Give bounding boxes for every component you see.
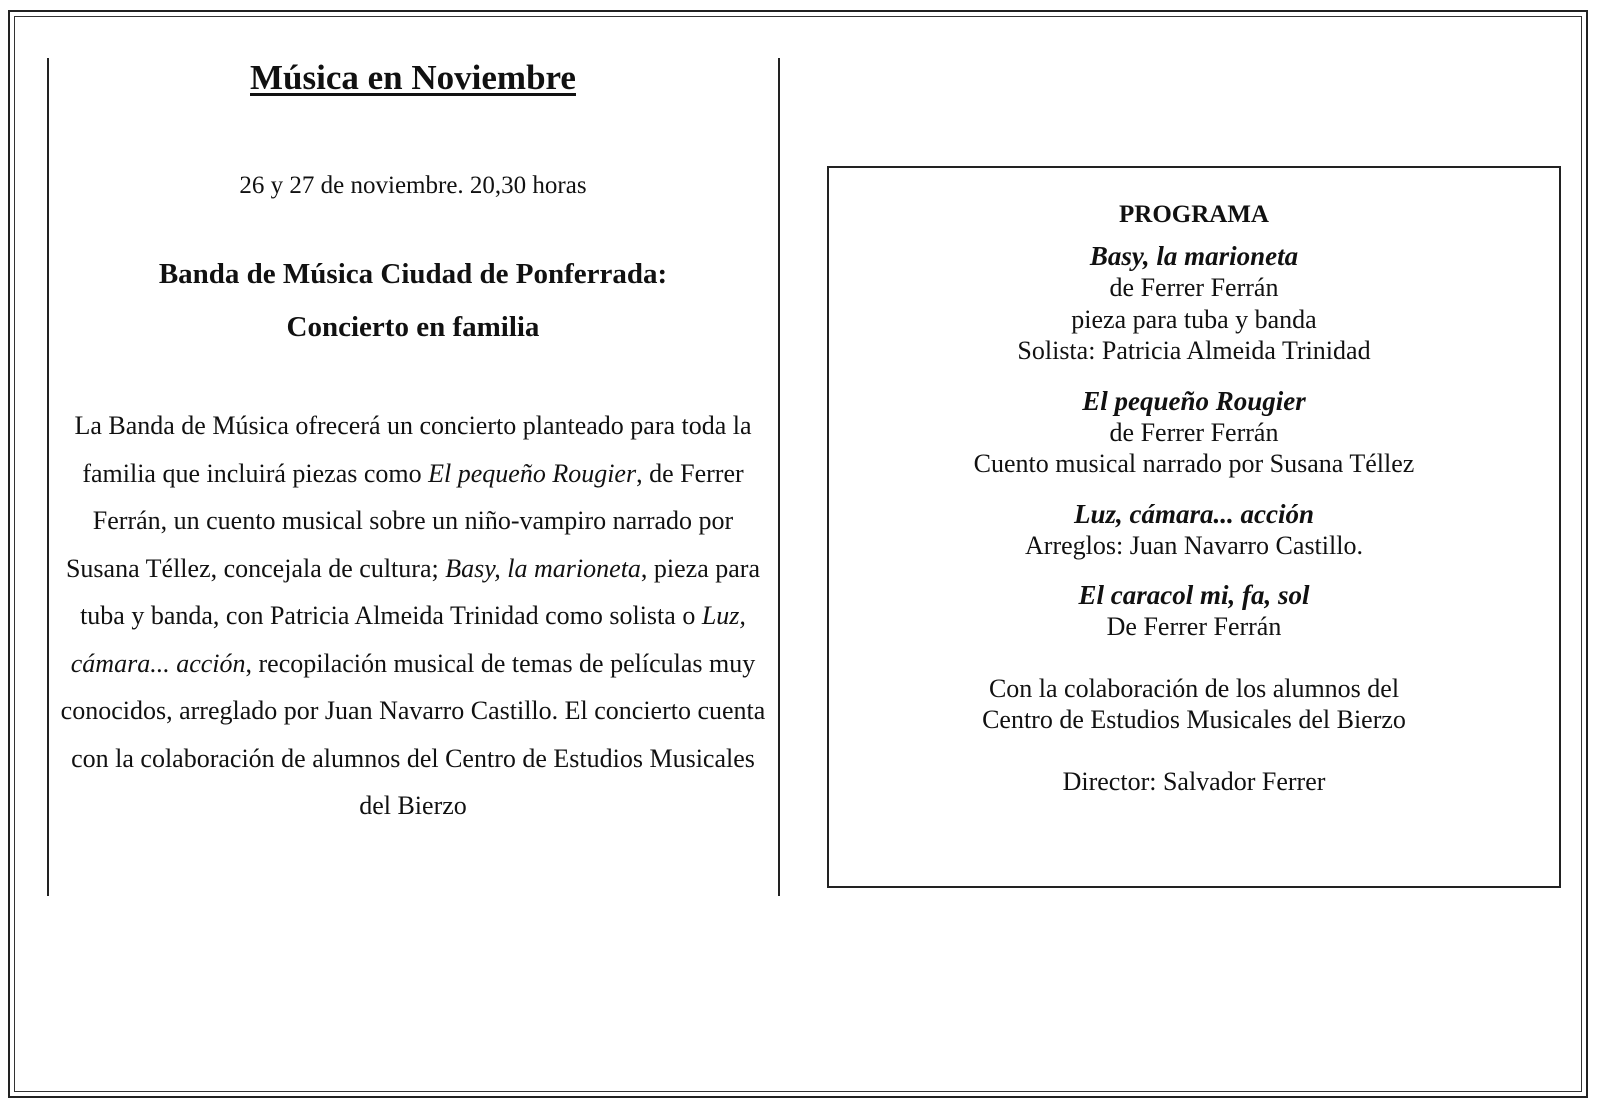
description-text-1: La Banda de Música ofrecerá un concierto planteado para toda la familia que incluirá piezas como: [74, 411, 752, 488]
program-piece: [829, 498, 1559, 562]
collaboration-note: [829, 673, 1559, 736]
subtitle-line-2: Concierto en familia: [286, 311, 540, 343]
piece-detail: pieza para tuba y banda: [1071, 304, 1317, 334]
description-title-luz: Luz, cámara... acción: [70, 601, 746, 678]
page-title: Música en Noviembre: [250, 58, 576, 97]
collaboration-line-2: Centro de Estudios Musicales del Bierzo: [982, 705, 1406, 734]
piece-title: El caracol mi, fa, sol: [1078, 580, 1310, 610]
piece-title: Luz, cámara... acción: [1074, 498, 1314, 529]
event-date: 26 y 27 de noviembre. 20,30 horas: [239, 172, 587, 199]
subtitle-line-1: Banda de Música Ciudad de Ponferrada:: [158, 258, 668, 290]
left-page: [50, 52, 776, 830]
piece-detail: de Ferrer Ferrán: [1109, 273, 1279, 302]
director-credit: Director: Salvador Ferrer: [1062, 766, 1326, 796]
piece-detail: De Ferrer Ferrán: [1106, 612, 1282, 641]
center-fold-rule: [778, 58, 780, 896]
piece-detail: Cuento musical narrado por Susana Téllez: [973, 449, 1415, 478]
program-piece: [829, 240, 1559, 367]
piece-detail: Solista: Patricia Almeida Trinidad: [1017, 336, 1371, 365]
description-text-3: , pieza para tuba y banda, con Patricia Almeida Trinidad como solista o: [80, 553, 761, 630]
collaboration-line-1: Con la colaboración de los alumnos del: [988, 673, 1400, 703]
piece-detail: de Ferrer Ferrán: [1109, 417, 1279, 447]
description-text-4: , recopilación musical de temas de películas muy conocidos, arreglado por Juan Navarro Castillo. El concierto cuenta con la colaboración de alumnos del Centro de Estudios Musicales del Bierzo: [60, 648, 766, 820]
description-title-basy: Basy, la marioneta: [445, 553, 641, 583]
piece-title: Basy, la marioneta: [1089, 241, 1299, 271]
description-text-2: , de Ferrer Ferrán, un cuento musical sobre un niño-vampiro narrado por Susana Téllez, concejala de cultura;: [65, 458, 744, 583]
program-box: [827, 166, 1561, 888]
left-column-rule: [47, 58, 49, 896]
event-description: [56, 402, 770, 830]
event-subtitle: [50, 248, 776, 354]
piece-detail: Arreglos: Juan Navarro Castillo.: [1025, 530, 1363, 560]
piece-title: El pequeño Rougier: [1082, 385, 1306, 416]
program-heading: PROGRAMA: [1119, 201, 1269, 228]
program-piece: [829, 579, 1559, 643]
description-title-rougier: El pequeño Rougier: [428, 458, 637, 488]
program-piece: [829, 385, 1559, 480]
